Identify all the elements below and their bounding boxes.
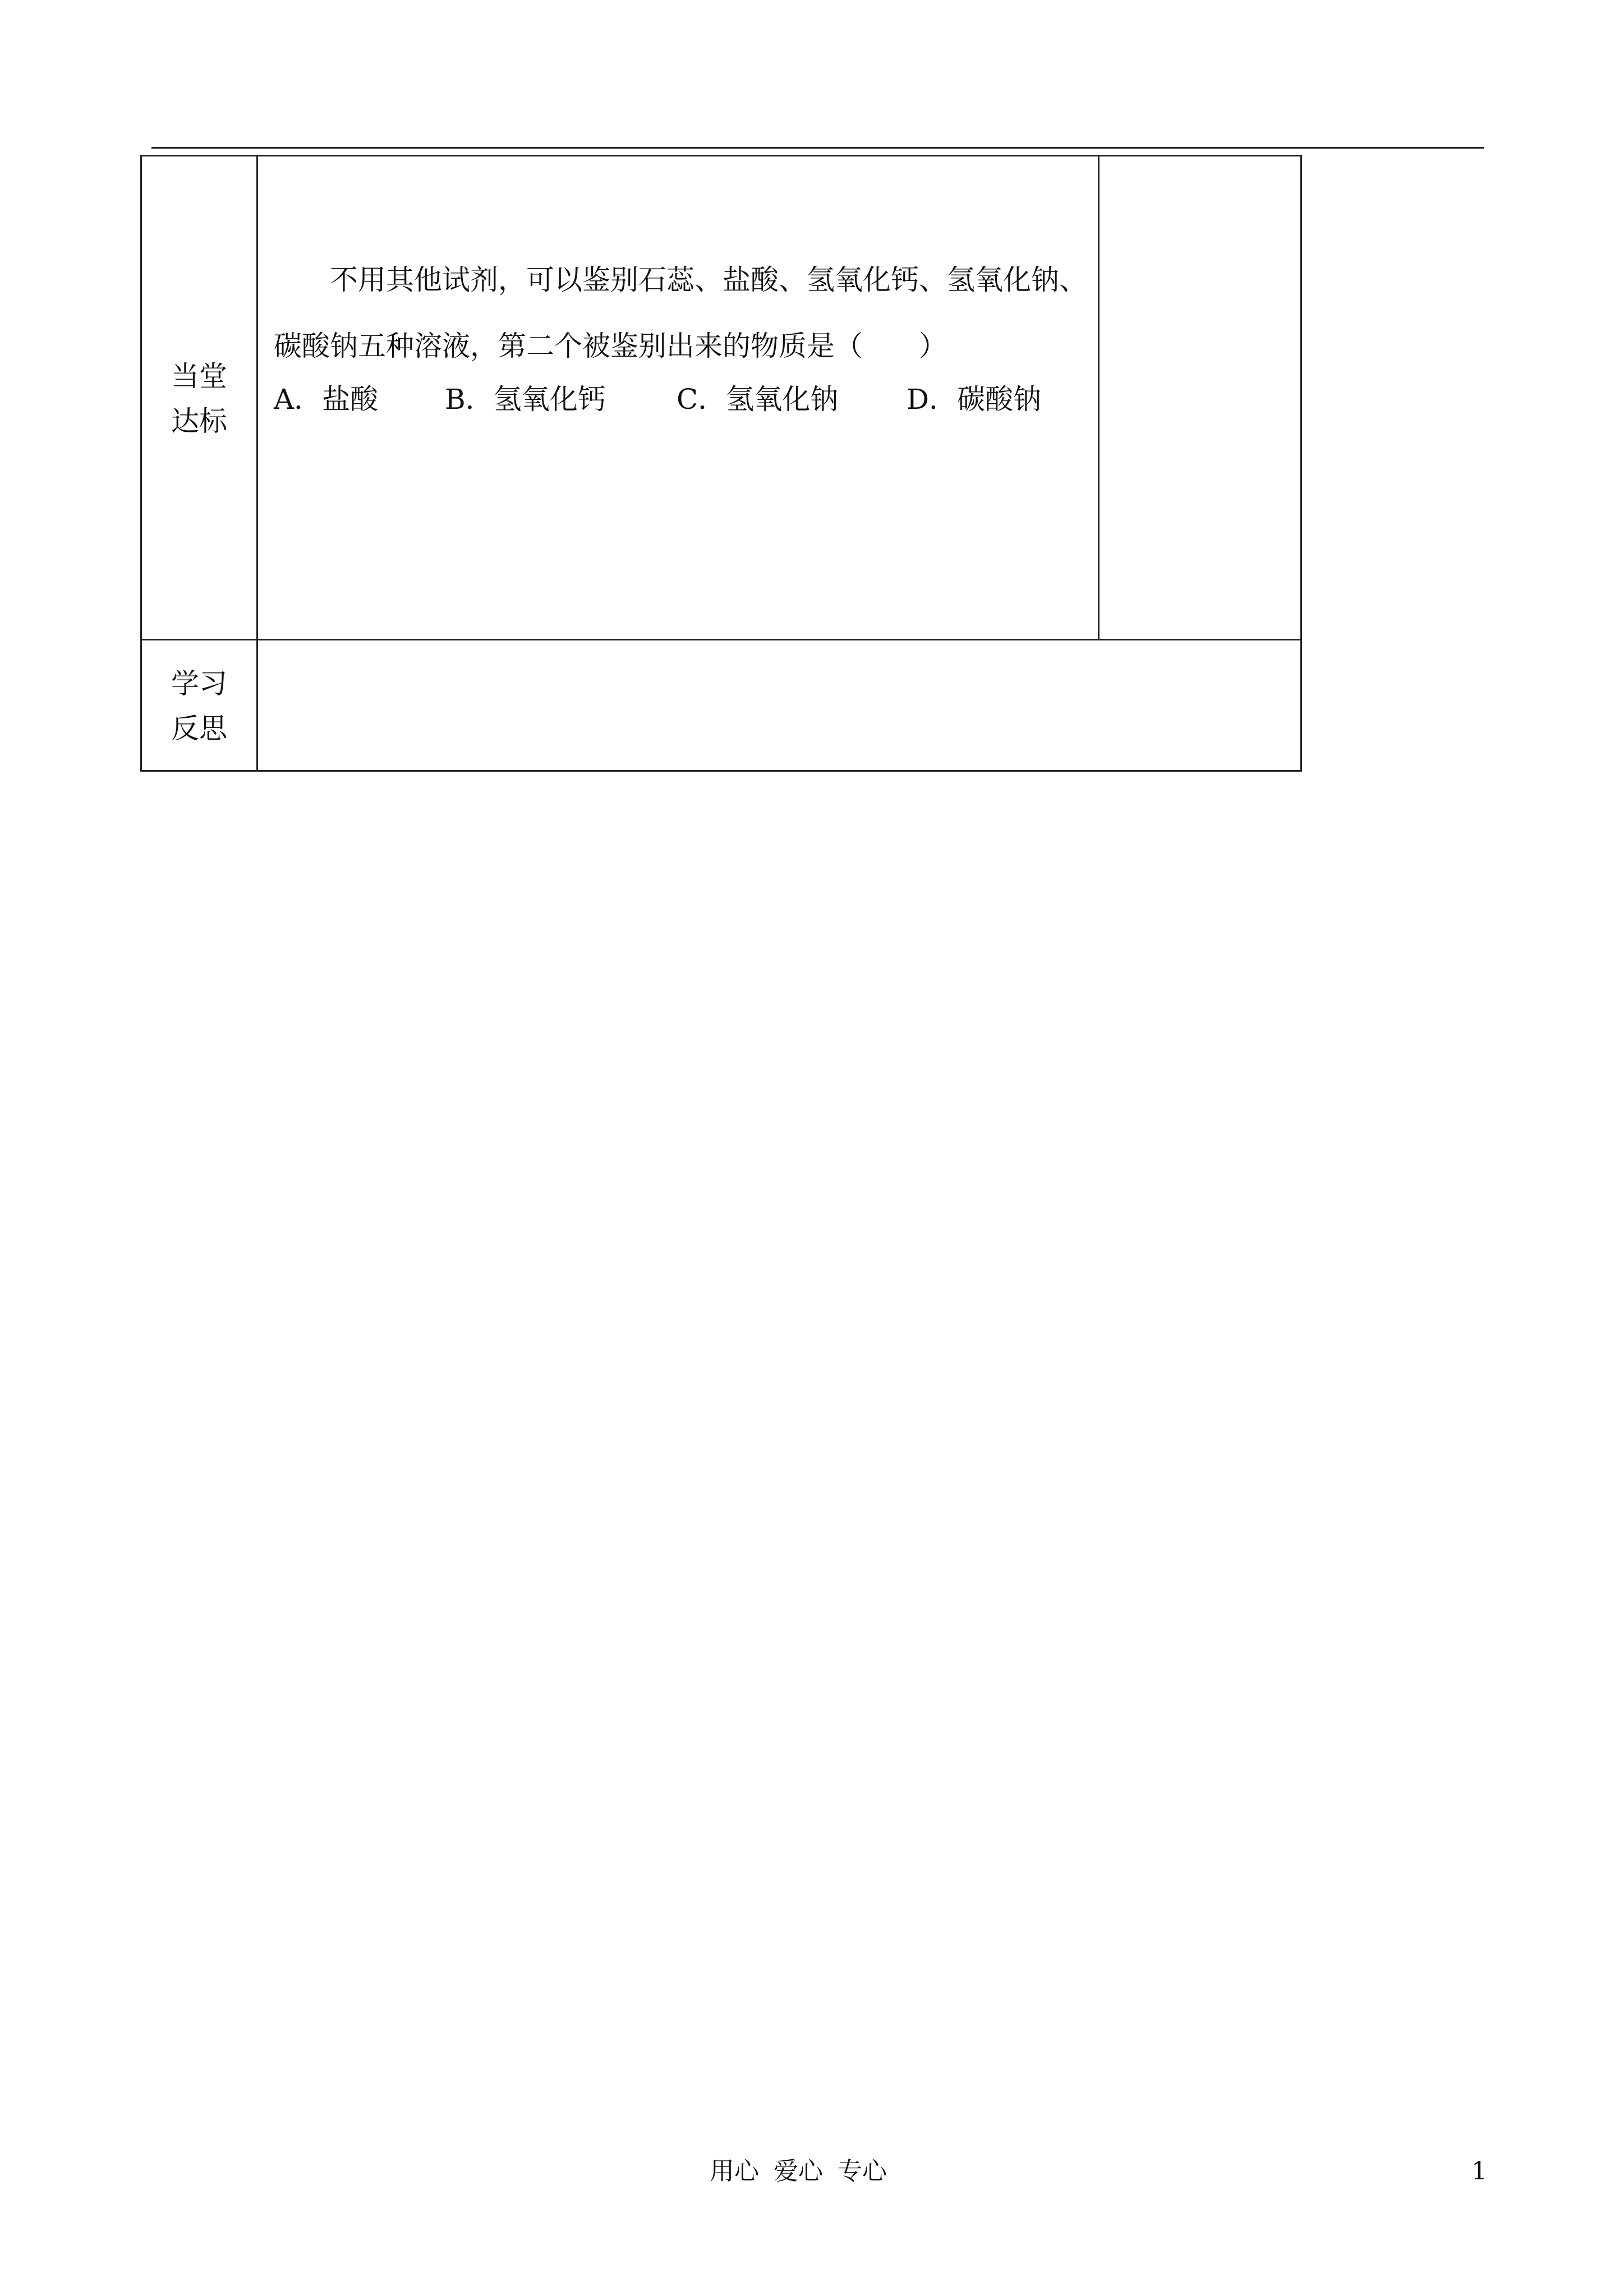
label-line: 达标 xyxy=(171,405,227,437)
motto-word: 专心 xyxy=(838,2157,887,2186)
reflection-cell[interactable] xyxy=(256,639,1302,772)
label-line: 反思 xyxy=(171,712,227,745)
motto-word: 爱心 xyxy=(774,2157,823,2186)
page-number: 1 xyxy=(1471,2157,1487,2186)
notes-cell[interactable] xyxy=(1098,155,1302,640)
header-rule xyxy=(151,147,1484,149)
motto-word: 用心 xyxy=(710,2157,759,2186)
option-d[interactable]: D．碳酸钠 xyxy=(907,383,1042,416)
label-line: 当堂 xyxy=(171,360,227,393)
label-cell-reflection xyxy=(140,639,258,772)
question-line: 碳酸钠五种溶液，第二个被鉴别出来的物质是（ ） xyxy=(274,330,947,362)
label-cell-practice xyxy=(140,155,258,640)
option-b[interactable]: B．氢氧化钙 xyxy=(445,383,606,416)
label-line: 学习 xyxy=(171,667,227,700)
option-a[interactable]: A．盐酸 xyxy=(274,383,379,416)
option-c[interactable]: C．氢氧化钠 xyxy=(677,383,839,416)
question-text xyxy=(274,247,1093,379)
question-line: 不用其他试剂，可以鉴别石蕊、盐酸、氢氧化钙、氢氧化钠、 xyxy=(330,264,1087,296)
footer-motto xyxy=(710,2155,901,2188)
